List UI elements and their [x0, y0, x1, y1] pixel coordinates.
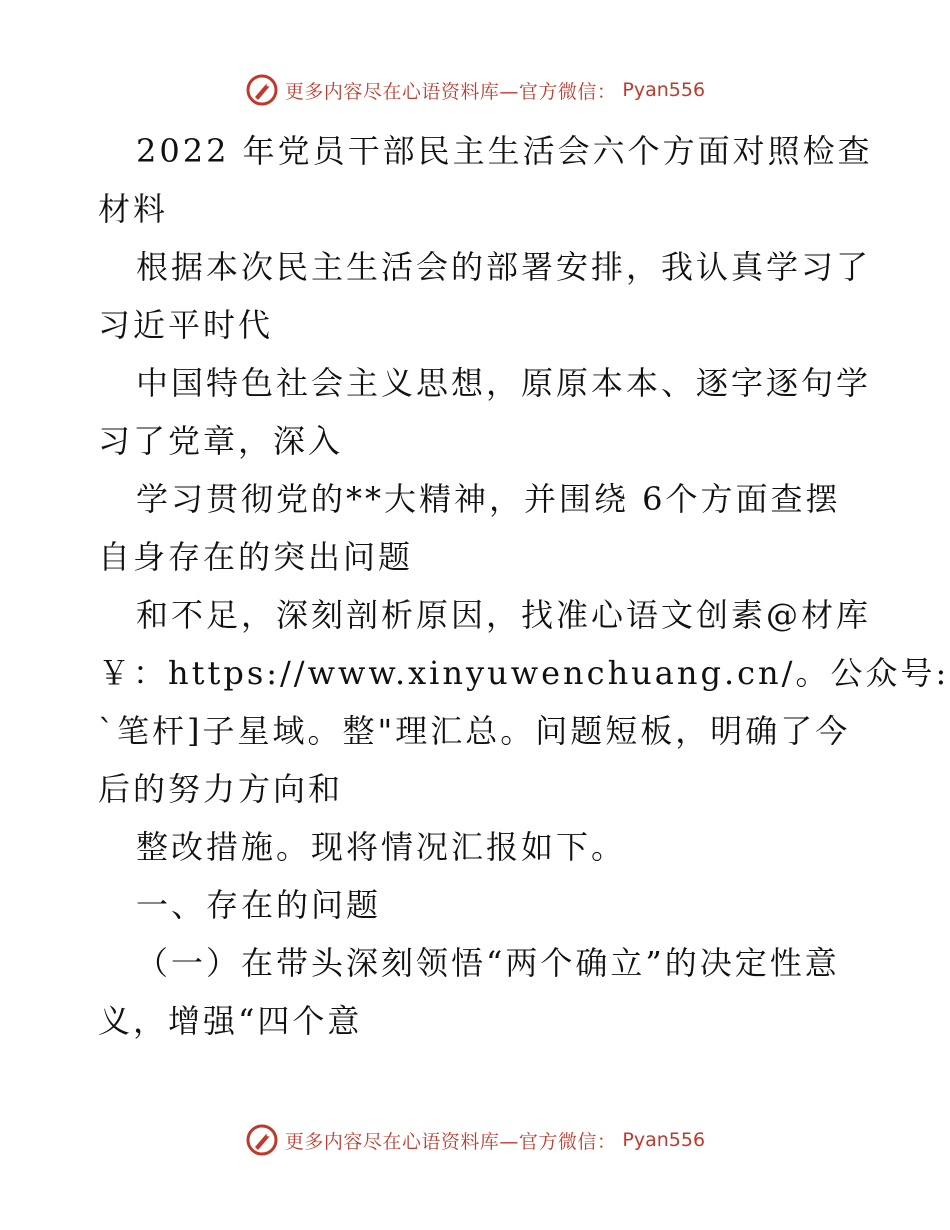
paragraph-line: 中国特色社会主义思想，原原本本、逐字逐句学 — [136, 364, 872, 402]
footer-wechat-id: Pyan556 — [622, 1129, 706, 1151]
paragraph-line: `笔杆]子星域。整"理汇总。问题短板，明确了今 — [98, 712, 851, 750]
title-line-1: 2022 年党员干部民主生活会六个方面对照检查 — [136, 132, 873, 170]
paragraph-line: 习了党章，深入 — [98, 422, 344, 460]
paragraph-line: 后的努力方向和 — [98, 770, 344, 808]
document-body — [98, 122, 950, 1050]
paragraph-line: 自身存在的突出问题 — [98, 538, 414, 576]
paragraph-line: 根据本次民主生活会的部署安排，我认真学习了 — [136, 248, 872, 286]
footer-banner-text: 更多内容尽在心语资料库—官方微信： — [284, 1130, 617, 1153]
subsection-heading-line: 义，增强“四个意 — [98, 1002, 363, 1040]
paragraph-line: 和不足，深刻剖析原因，找准心语文创素@材库 — [136, 596, 872, 634]
paragraph-line: 学习贯彻党的**大精神，并围绕 6个方面查摆 — [136, 480, 841, 518]
paragraph-line: 习近平时代 — [98, 306, 274, 344]
header-wechat-id: Pyan556 — [622, 79, 706, 101]
title-line-2: 材料 — [98, 190, 169, 228]
pen-nib-logo-icon — [245, 73, 279, 107]
footer-banner — [0, 1122, 950, 1158]
subsection-heading-line: （一）在带头深刻领悟“两个确立”的决定性意 — [136, 944, 840, 982]
paragraph-line: ￥：https://www.xinyuwenchuang.cn/。公众号: — [98, 654, 950, 692]
header-banner — [0, 72, 950, 108]
pen-nib-logo-icon — [245, 1123, 279, 1157]
paragraph-line: 整改措施。现将情况汇报如下。 — [136, 828, 627, 866]
section-heading: 一、存在的问题 — [136, 886, 382, 924]
header-banner-text: 更多内容尽在心语资料库—官方微信： — [284, 80, 617, 103]
